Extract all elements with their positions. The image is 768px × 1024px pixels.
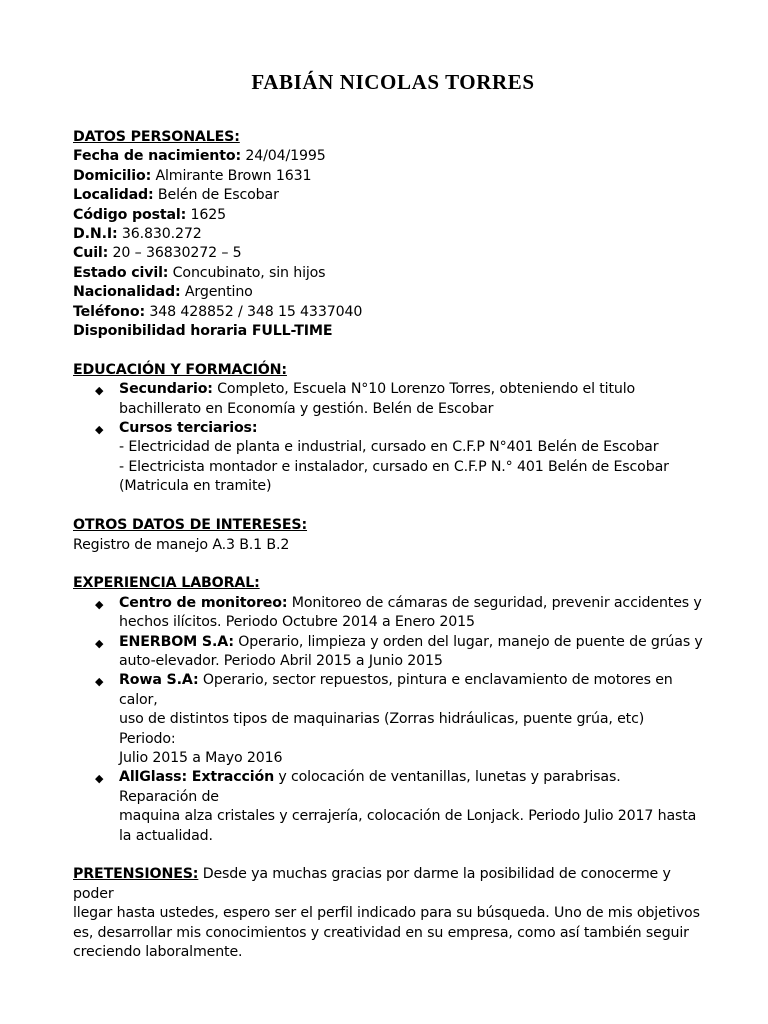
item-label: Rowa S.A: [119, 672, 199, 689]
section-heading-other: OTROS DATOS DE INTERESES: [73, 517, 308, 534]
item-text: hechos ilícitos. Periodo Octubre 2014 a Enero 2015 [119, 614, 475, 631]
personal-field-row [73, 147, 703, 166]
personal-field-label: Localidad: [73, 187, 154, 204]
pretensiones-text: Desde ya muchas gracias por darme la posibilidad de conocerme y poder [73, 866, 671, 902]
item-text: Julio 2015 a Mayo 2016 [119, 749, 283, 766]
pretensiones-text: creciendo laboralmente. [73, 944, 243, 960]
item-text: Operario, sector repuestos, pintura e enclavamiento de motores en calor, [119, 672, 673, 708]
personal-field-value: Concubinato, sin hijos [168, 264, 326, 281]
personal-field-value: Belén de Escobar [153, 187, 279, 204]
item-text: - Electricidad de planta e industrial, cursado en C.F.P N°401 Belén de Escobar [119, 439, 659, 456]
personal-field-label: D.N.I: [73, 226, 118, 243]
list-item [73, 633, 703, 672]
personal-field-label: Fecha de nacimiento: [73, 148, 241, 165]
personal-field-value: Almirante Brown 1631 [151, 167, 312, 184]
diamond-bullet-icon: ◆ [95, 636, 104, 650]
list-item [73, 380, 703, 419]
availability-line [73, 322, 703, 341]
section-heading-experience: EXPERIENCIA LABORAL: [73, 575, 260, 592]
section-heading-education: EDUCACIÓN Y FORMACIÓN: [73, 361, 287, 378]
personal-field-label: Código postal: [73, 206, 187, 223]
section-heading-pretensiones: PRETENSIONES: [73, 866, 199, 883]
list-item [73, 768, 703, 846]
personal-field-row [73, 167, 703, 186]
diamond-bullet-icon: ◆ [95, 384, 104, 398]
personal-field-label: Estado civil: [73, 264, 169, 281]
resume-page [73, 70, 703, 962]
personal-field-value: 1625 [186, 206, 227, 223]
personal-field-label: Domicilio: [73, 167, 152, 184]
personal-field-row [73, 186, 703, 205]
pretensiones-paragraph [73, 865, 703, 962]
section-heading-personal: DATOS PERSONALES: [73, 129, 240, 145]
item-text: Completo, Escuela N°10 Lorenzo Torres, obteniendo el titulo [212, 381, 636, 398]
item-text: Operario, limpieza y orden del lugar, manejo de puente de grúas y [233, 633, 703, 650]
item-text: auto-elevador. Periodo Abril 2015 a Junio 2015 [119, 652, 443, 669]
item-text: - Electricista montador e instalador, cursado en C.F.P N.° 401 Belén de Escobar [119, 458, 669, 475]
item-label: Cursos terciarios: [119, 420, 258, 437]
item-label: AllGlass: Extracción [119, 769, 275, 786]
personal-field-row [73, 303, 703, 322]
item-text: maquina alza cristales y cerrajería, colocación de Lonjack. Periodo Julio 2017 hasta [119, 808, 697, 825]
personal-field-row [73, 244, 703, 263]
item-label: ENERBOM S.A: [119, 633, 234, 650]
list-item [73, 671, 703, 768]
resume-title: FABIÁN NICOLAS TORRES [251, 70, 535, 94]
pretensiones-text: llegar hasta ustedes, espero ser el perfil indicado para su búsqueda. Uno de mis objetivos [73, 905, 700, 922]
personal-field-value: 24/04/1995 [241, 148, 326, 165]
personal-field-value: Argentino [180, 284, 253, 301]
personal-field-value: 36.830.272 [117, 226, 202, 243]
diamond-bullet-icon: ◆ [95, 675, 104, 689]
diamond-bullet-icon: ◆ [95, 597, 104, 611]
list-item [73, 419, 703, 497]
list-item [73, 594, 703, 633]
personal-fields [73, 147, 703, 322]
experience-list [73, 594, 703, 846]
personal-field-value: 20 – 36830272 – 5 [108, 245, 242, 262]
personal-field-label: Nacionalidad: [73, 284, 181, 301]
personal-field-label: Cuil: [73, 245, 109, 262]
item-label: Secundario: [119, 381, 213, 398]
personal-field-row [73, 283, 703, 302]
item-text: Monitoreo de cámaras de seguridad, prevenir accidentes y [287, 594, 702, 611]
personal-field-row [73, 264, 703, 283]
item-text: uso de distintos tipos de maquinarias (Zorras hidráulicas, puente grúa, etc) Periodo: [119, 711, 645, 747]
diamond-bullet-icon: ◆ [95, 772, 104, 786]
item-label: Centro de monitoreo: [119, 594, 288, 611]
item-text: (Matricula en tramite) [119, 478, 272, 495]
personal-field-row [73, 225, 703, 244]
other-text: Registro de manejo A.3 B.1 B.2 [73, 536, 290, 553]
item-text: la actualidad. [119, 827, 213, 844]
item-text: y colocación de ventanillas, lunetas y parabrisas. Reparación de [119, 769, 621, 805]
personal-field-row [73, 206, 703, 225]
pretensiones-text: es, desarrollar mis conocimientos y creatividad en su empresa, como así también seguir [73, 924, 689, 941]
personal-field-value: 348 428852 / 348 15 4337040 [145, 303, 363, 320]
item-text: bachillerato en Economía y gestión. Belén de Escobar [119, 400, 494, 417]
availability-text: Disponibilidad horaria FULL-TIME [73, 323, 333, 340]
personal-field-label: Teléfono: [73, 303, 145, 320]
diamond-bullet-icon: ◆ [95, 423, 104, 437]
education-list [73, 380, 703, 496]
